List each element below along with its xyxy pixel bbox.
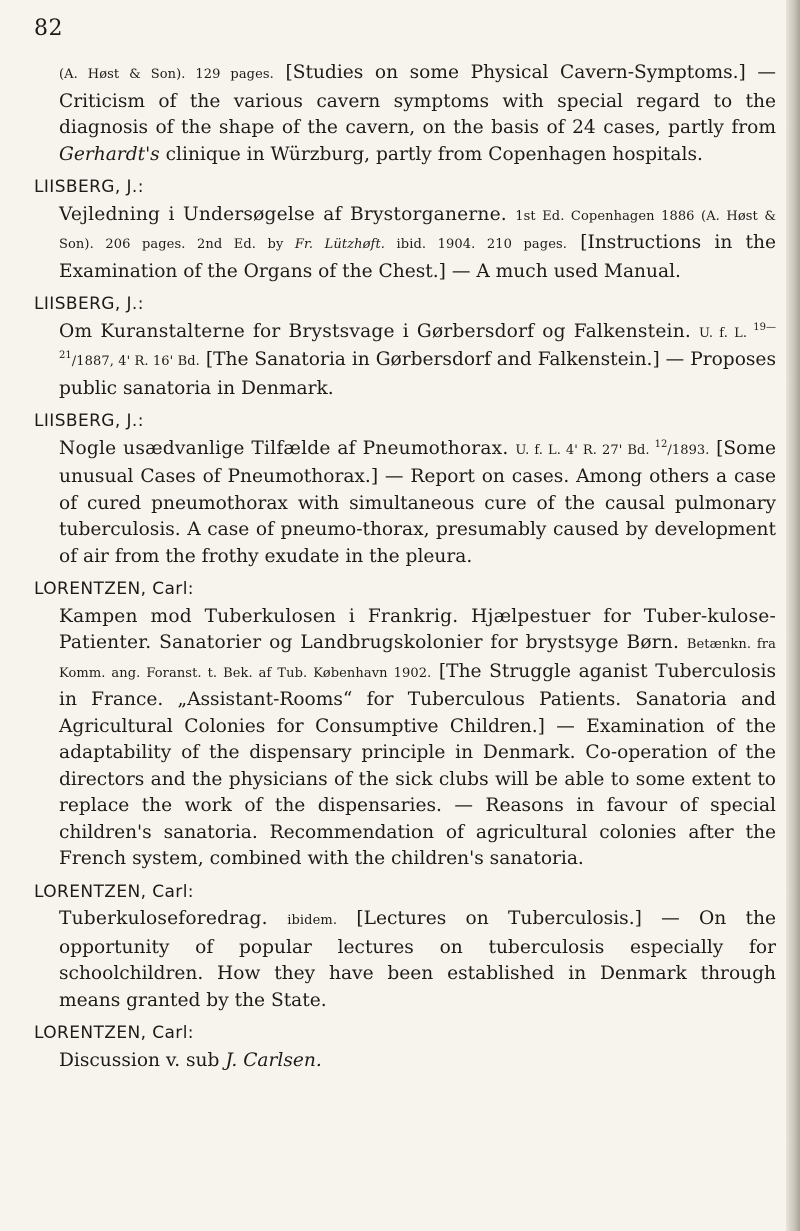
entry-author: LIISBERG, J.: xyxy=(34,294,144,314)
entry-english-title: [Lectures on Tuberculosis.] xyxy=(337,908,642,929)
entry-title: Kampen mod Tuberkulosen i Frankrig. Hjælpestuer for Tuber-kulose-Patienter. Sanatorier og Landbrugskolonier for brystsyge Børn. xyxy=(59,605,776,653)
entry-pub-end: /1893. xyxy=(667,442,710,458)
entry-author: LORENTZEN, Carl: xyxy=(34,579,194,599)
entry-pub: Betænkn. fra Komm. ang. Foranst. t. Bek. af Tub. København 1902. xyxy=(59,637,776,681)
page-number: 82 xyxy=(34,16,63,41)
entry-title: Vejledning i Undersøgelse af Brystorganerne. xyxy=(59,203,516,225)
entry-description: — On the opportunity of popular lectures on tuberculosis especially for schoolchildren. How they have been established in Denmark through means granted by the State. xyxy=(59,908,777,1011)
entry-english-title: [Studies on some Physical Cavern-Symptoms.] xyxy=(285,62,746,83)
entry xyxy=(34,879,776,1015)
entry xyxy=(34,408,776,570)
entry-pub: 1st Ed. Copenhagen 1886 (A. Høst & Son). 206 pages. 2nd Ed. by xyxy=(59,208,776,252)
entry-description-end: clinique in Würzburg, partly from Copenhagen hospitals. xyxy=(159,143,703,165)
entry-pub-sup: 12 xyxy=(654,438,668,450)
bibliography xyxy=(34,60,776,1080)
entry xyxy=(34,174,776,285)
entry-description: — Report on cases. Among others a case of cured pneumothorax with simultaneous cure of the causal pulmonary tuberculosis. A case of pneumo-thorax, presumably caused by development of air from the frothy exudate in the pleura. xyxy=(59,466,776,567)
entry-pub: U. f. L. xyxy=(699,325,754,341)
entry-italic-name: Gerhardt's xyxy=(59,143,160,165)
entry-description: Discussion v. sub xyxy=(59,1049,226,1071)
entry-pub-sup: 19—21 xyxy=(59,321,776,361)
entry-english-title: [Instructions in the Examination of the Organs of the Chest.] xyxy=(59,232,776,282)
entry-pub-end: ibid. 1904. 210 pages. xyxy=(385,237,568,252)
entry-author: LORENTZEN, Carl: xyxy=(34,1023,194,1043)
entry-title: Tuberkuloseforedrag. xyxy=(59,908,288,929)
entry-title: Om Kuranstalterne for Brystsvage i Gørbersdorf og Falkenstein. xyxy=(59,320,700,342)
entry-description: — Criticism of the various cavern symptoms with special regard to the diagnosis of the shape of the cavern, on the basis of 24 cases, partly from xyxy=(59,62,776,138)
entry-pub-italic: Fr. Lützhøft. xyxy=(294,237,386,252)
entry-title: Nogle usædvanlige Tilfælde af Pneumothorax. xyxy=(59,437,516,459)
entry-author: LIISBERG, J.: xyxy=(34,411,144,431)
page-edge xyxy=(786,0,800,1231)
entry xyxy=(34,291,776,402)
entry-continuation xyxy=(34,60,776,168)
entry-pub: ibidem. xyxy=(287,913,338,928)
entry-english-title: [The Struggle aganist Tuberculosis in France. „Assistant-Rooms“ for Tuberculous Patients. Sanatoria and Agricultural Colonies for Consumptive Children.] xyxy=(59,660,776,737)
entry-pub-end: /1887, 4' R. 16' Bd. xyxy=(71,354,200,369)
entry-description: — A much used Manual. xyxy=(445,260,681,282)
entry-author: LORENTZEN, Carl: xyxy=(34,881,194,902)
entry-english-title: [Some unusual Cases of Pneumothorax.] xyxy=(59,437,776,487)
entry-description: — Examination of the adaptability of the dispensary principle in Denmark. Co-operation of the directors and the physicians of the sick clubs will be able to some extent to replace the work of the dispensaries. — Reasons in favour of special children's sanatoria. Recommendation of agricultural colonies after the French system, combined with the children's sanatoria. xyxy=(59,715,776,869)
entry-author: LIISBERG, J.: xyxy=(34,177,144,197)
entry xyxy=(34,576,776,873)
entry-italic-name: J. Carlsen. xyxy=(225,1049,322,1071)
entry-english-title: [The Sanatoria in Gørbersdorf and Falkenstein.] xyxy=(199,349,660,370)
entry xyxy=(34,1020,776,1074)
entry-description: — Proposes public sanatoria in Denmark. xyxy=(59,349,776,399)
entry-pub: U. f. L. 4' R. 27' Bd. xyxy=(515,442,655,458)
entry-pub: (A. Høst & Son). 129 pages. xyxy=(59,67,274,82)
